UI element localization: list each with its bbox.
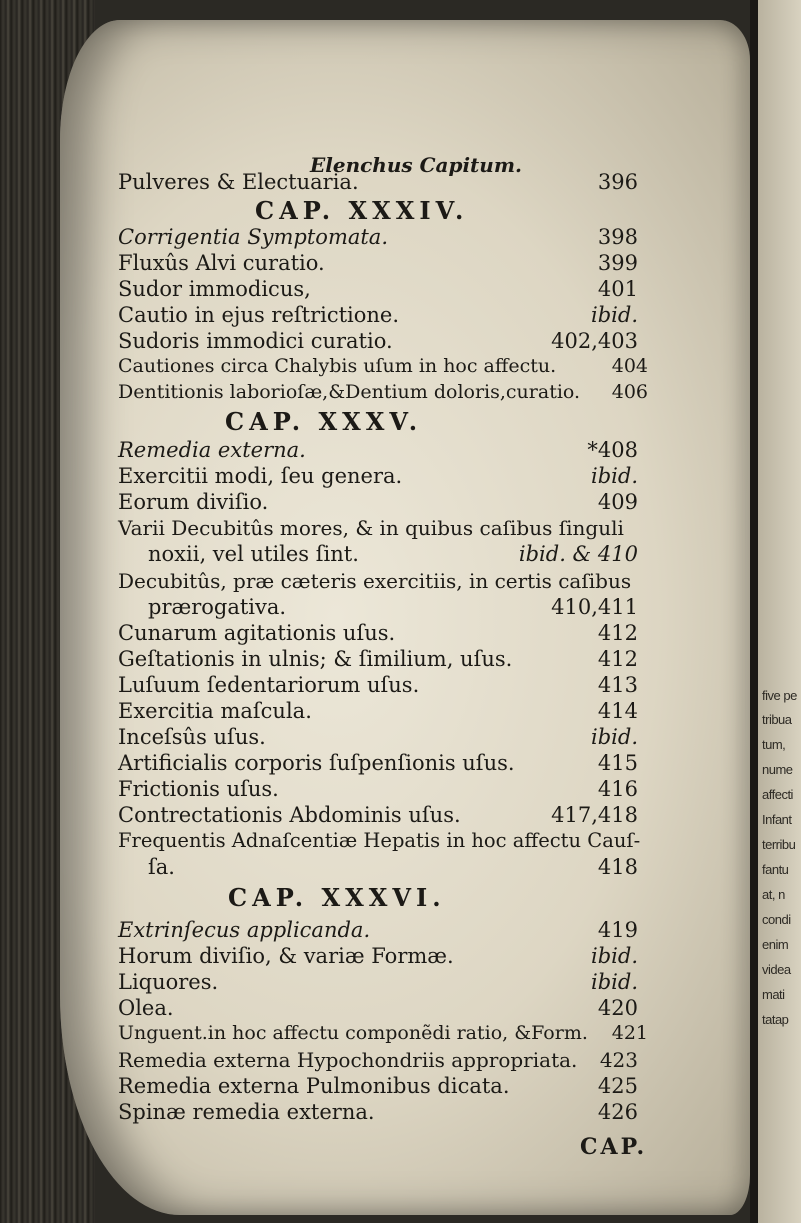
entry-line: noxii, vel utiles ſint. ibid. & 410 <box>148 542 638 566</box>
facing-page-edge <box>758 0 801 1223</box>
entry-line: Exercitii modi, ſeu genera. ibid. <box>118 464 638 488</box>
facing-page-fragment: mati <box>762 987 785 1002</box>
entry-line: Contrectationis Abdominis uſus. 417,418 <box>118 803 638 827</box>
entry-line: Decubitûs, præ cæteris exercitiis, in certis caſibus <box>118 569 632 593</box>
entry-line: Corrigentia Symptomata. 398 <box>118 225 638 249</box>
entry-line: Cautiones circa Chalybis uſum in hoc affectu. 404 <box>118 355 648 377</box>
entry-line: Eorum diviſio. 409 <box>118 490 638 514</box>
facing-page-fragment: tribua <box>762 712 792 727</box>
chapter-heading: CAP. XXXVI. <box>228 883 446 912</box>
entry-line: Dentitionis laborioſæ,&Dentium doloris,curatio. 406 <box>118 381 648 403</box>
facing-page-fragment: videa <box>762 962 791 977</box>
facing-page-fragment: five pe <box>762 688 797 703</box>
entry-line: Fluxûs Alvi curatio. 399 <box>118 251 638 275</box>
entry-line: Remedia externa Pulmonibus dicata. 425 <box>118 1074 638 1098</box>
entry-line: Liquores. ibid. <box>118 970 638 994</box>
entry-line: Sudoris immodici curatio. 402,403 <box>118 329 638 353</box>
entry-line: Frictionis uſus. 416 <box>118 777 638 801</box>
facing-page-fragment: fantu <box>762 862 789 877</box>
facing-page-fragment: tum, <box>762 737 786 752</box>
entry-line: Artificialis corporis ſuſpenſionis uſus. 415 <box>118 751 638 775</box>
page-edge-shadow <box>750 0 758 1223</box>
running-head: Elenchus Capitum. <box>310 153 522 177</box>
entry-line: Horum diviſio, & variæ Formæ. ibid. <box>118 944 638 968</box>
entry-line: Cunarum agitationis uſus. 412 <box>118 621 638 645</box>
facing-page-fragment: affecti <box>762 787 793 802</box>
facing-page-fragment: terribu <box>762 837 796 852</box>
entry-line: Olea. 420 <box>118 996 638 1020</box>
entry-line: Exercitia maſcula. 414 <box>118 699 638 723</box>
entry-line: prærogativa. 410,411 <box>148 595 638 619</box>
entry-line: Inceſsûs uſus. ibid. <box>118 725 638 749</box>
entry-line: Luſuum ſedentariorum uſus. 413 <box>118 673 638 697</box>
entry-line: Cautio in ejus reſtrictione. ibid. <box>118 303 638 327</box>
entry-line: Sudor immodicus, 401 <box>118 277 638 301</box>
entry-line: Remedia externa. *408 <box>118 438 638 462</box>
chapter-heading: CAP. XXXV. <box>225 407 423 436</box>
entry-line: Pulveres & Electuaria. 396 <box>118 170 638 194</box>
facing-page-fragment: at, n <box>762 887 785 902</box>
entry-line: Remedia externa Hypochondriis appropriata. 423 <box>118 1048 638 1072</box>
entry-line: Varii Decubitûs mores, & in quibus caſibus ſinguli <box>118 516 624 540</box>
chapter-heading: CAP. XXXIV. <box>255 196 469 225</box>
facing-page-fragment: Infant <box>762 812 792 827</box>
entry-line: Extrinſecus applicanda. 419 <box>118 918 638 942</box>
facing-page-fragment: tatap <box>762 1012 789 1027</box>
catchword: CAP. <box>580 1134 648 1160</box>
facing-page-fragment: condi <box>762 912 791 927</box>
entry-line: Frequentis Adnaſcentiæ Hepatis in hoc affectu Cauſ- <box>118 829 641 852</box>
entry-line: Unguent.in hoc affectu componẽdi ratio, &Form. 421 <box>118 1022 648 1044</box>
facing-page-fragment: nume <box>762 762 793 777</box>
facing-page-fragment: enim <box>762 937 789 952</box>
entry-line: Geſtationis in ulnis; & ſimilium, uſus. 412 <box>118 647 638 671</box>
entry-line: ſa. 418 <box>148 855 638 879</box>
entry-line: Spinæ remedia externa. 426 <box>118 1100 638 1124</box>
